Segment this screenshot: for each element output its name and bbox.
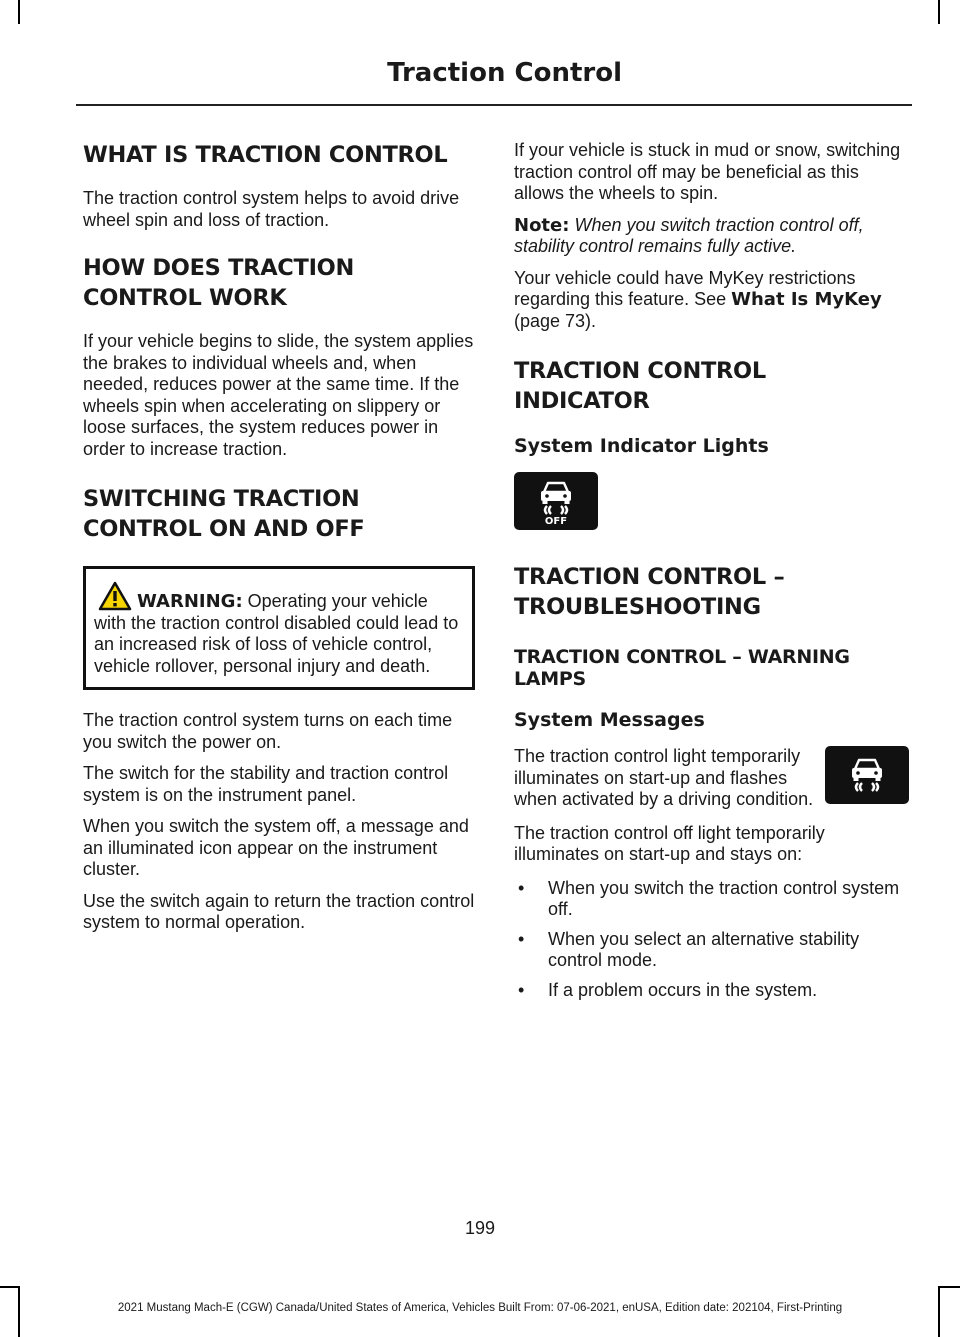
what-is-body: The traction control system helps to avoid drive wheel spin and loss of traction.	[83, 188, 460, 230]
list-item: • If a problem occurs in the system.	[518, 979, 818, 1000]
list-item: • When you switch the traction control system off.	[518, 877, 900, 919]
how-does-traction-control-work-heading: HOW DOES TRACTION CONTROL WORK	[83, 255, 354, 311]
off-light-paragraph: The traction control off light temporarily illuminates on start-up and stays on:	[514, 822, 825, 864]
traction-control-off-indicator-icon	[514, 472, 598, 530]
traction-control-light-icon	[825, 746, 909, 804]
note-paragraph	[514, 215, 909, 258]
footer-text: 2021 Mustang Mach-E (CGW) Canada/United States of America, Vehicles Built From: 07-06-2021, enUSA, Edition date: 202104, First-Printing	[117, 1302, 843, 1314]
note-label: Note:	[514, 214, 570, 236]
traction-light-section	[514, 746, 909, 811]
system-messages-heading: System Messages	[514, 709, 705, 731]
off-light-conditions-list	[514, 878, 909, 1002]
traction-control-indicator-heading: TRACTION CONTROL INDICATOR	[514, 358, 766, 414]
crop-mark	[940, 1286, 960, 1288]
page-number: 199	[464, 1218, 496, 1238]
page-header-title: Traction Control	[387, 58, 622, 88]
note-text: When you switch traction control off, stability control remains fully active.	[514, 214, 864, 256]
right-column	[514, 140, 909, 1009]
how-body: If your vehicle begins to slide, the system applies the brakes to individual wheels and, when needed, reduces power at the same time. If the wheels spin when accelerating on slippery or loose surfaces, the system reduces power in order to increase traction.	[83, 331, 474, 459]
list-item: • When you select an alternative stability control mode.	[518, 928, 860, 970]
crop-mark	[18, 0, 20, 24]
switching-traction-control-heading: SWITCHING TRACTION CONTROL ON AND OFF	[83, 486, 365, 542]
stuck-paragraph: If your vehicle is stuck in mud or snow, switching traction control off may be beneficial as this allows the wheels to spin.	[514, 140, 901, 203]
indicator-off-label: OFF	[544, 516, 568, 527]
warning-triangle-icon	[98, 581, 132, 611]
system-off-paragraph: When you switch the system off, a message and an illuminated icon appear on the instrument cluster.	[83, 816, 469, 879]
header-divider	[76, 104, 912, 106]
light-illuminates-paragraph: The traction control light temporarily illuminates on start-up and flashes when activated by a driving condition.	[514, 746, 814, 809]
switch-again-paragraph: Use the switch again to return the traction control system to normal operation.	[83, 890, 475, 932]
crop-mark	[938, 0, 940, 24]
warning-lamps-heading: TRACTION CONTROL – WARNING LAMPS	[514, 646, 850, 690]
warning-label: WARNING:	[137, 591, 243, 612]
crop-mark	[0, 1286, 18, 1288]
mykey-paragraph: Your vehicle could have MyKey restrictions regarding this feature. See What Is MyKey (page 73).	[514, 267, 882, 331]
system-indicator-lights-heading: System Indicator Lights	[514, 435, 769, 457]
switch-location-paragraph: The switch for the stability and traction control system is on the instrument panel.	[83, 763, 449, 805]
warning-text: Operating your vehicle with the traction control disabled could lead to an increased risk of loss of vehicle control, vehicle rollover, personal injury and death.	[94, 591, 459, 676]
mykey-link[interactable]: What Is MyKey	[731, 289, 882, 310]
what-is-traction-control-heading: WHAT IS TRACTION CONTROL	[83, 142, 448, 168]
left-column	[83, 140, 475, 944]
traction-control-troubleshooting-heading: TRACTION CONTROL – TROUBLESHOOTING	[514, 564, 785, 620]
turns-on-paragraph: The traction control system turns on each time you switch the power on.	[83, 710, 453, 752]
warning-box	[83, 566, 475, 690]
